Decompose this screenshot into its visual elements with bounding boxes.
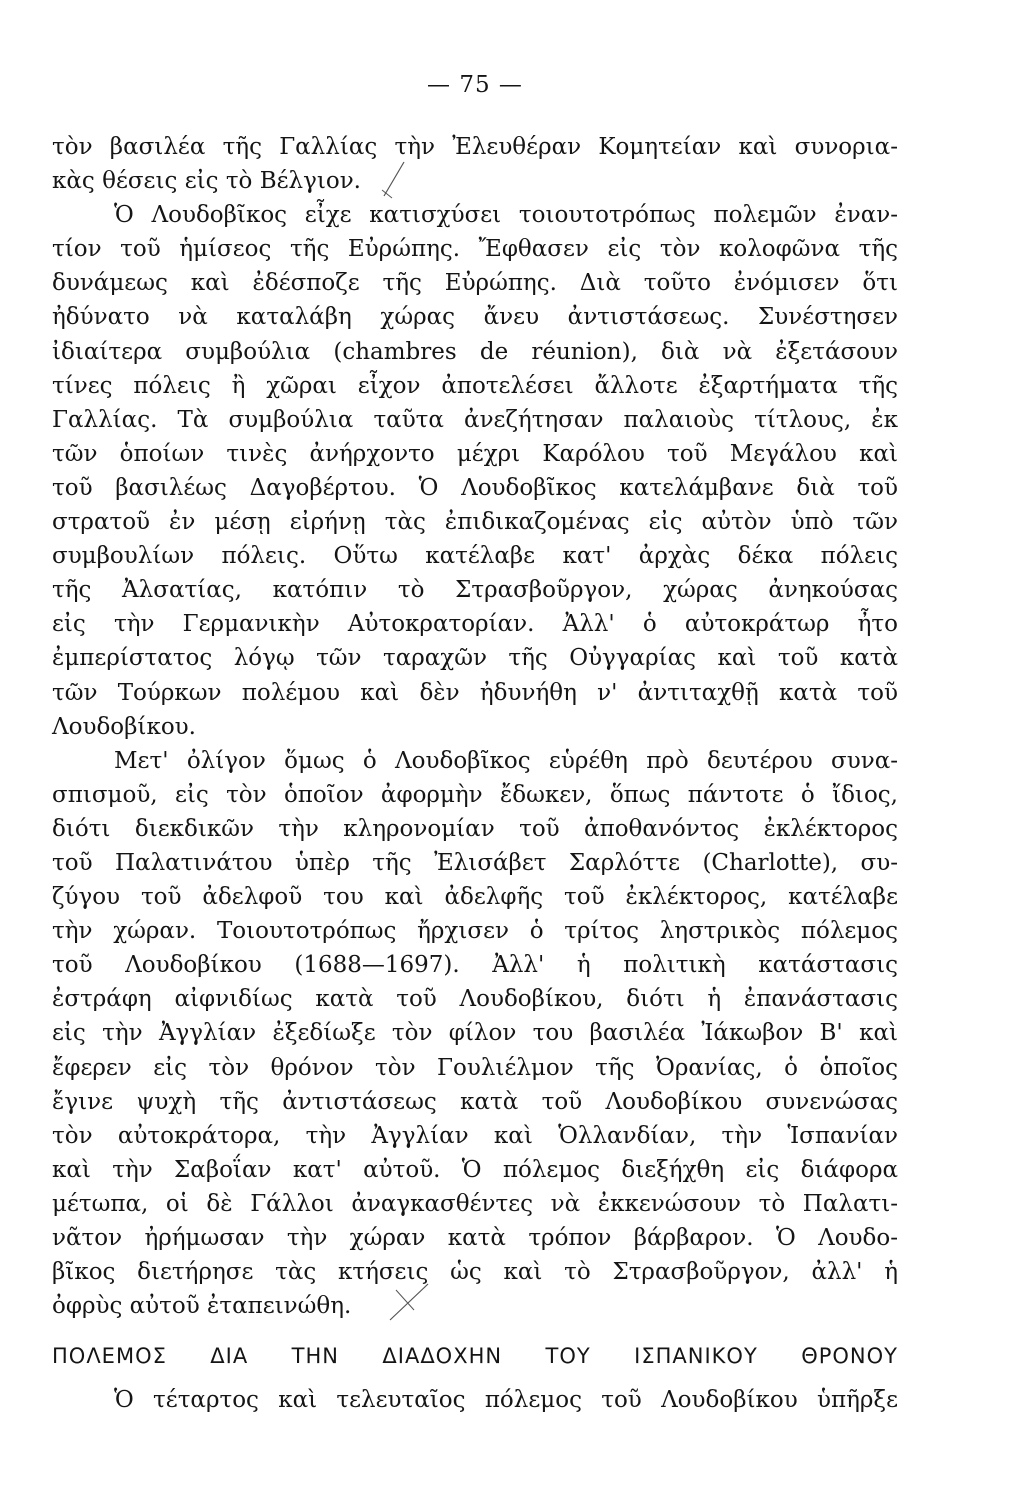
text-line: ἐστράφη αἰφνιδίως κατὰ τοῦ Λουδοβίκου, διότι ἡ ἐπανάστασις <box>52 986 898 1013</box>
text-line: εἰς τὴν Γερμανικὴν Αὐτοκρατορίαν. Ἀλλ' ὁ αὐτοκράτωρ ἦτο <box>52 611 898 638</box>
text-line: συμβουλίων πόλεις. Οὕτω κατέλαβε κατ' ἀρχὰς δέκα πόλεις <box>52 543 898 570</box>
text-line: ἰδιαίτερα συμβούλια (chambres de réunion), διὰ νὰ ἐξετάσουν <box>52 338 898 365</box>
text-line: ἐμπερίστατος λόγῳ τῶν ταραχῶν τῆς Οὐγγαρίας καὶ τοῦ κατὰ <box>52 645 898 672</box>
text-line: τοῦ Παλατινάτου ὑπὲρ τῆς Ἐλισάβετ Σαρλόττε (Charlotte), συ- <box>52 849 898 876</box>
text-line: ἔγινε ψυχὴ τῆς ἀντιστάσεως κατὰ τοῦ Λουδοβίκου συνενώσας <box>52 1088 898 1115</box>
text-line: τὸν αὐτοκράτορα, τὴν Ἀγγλίαν καὶ Ὁλλανδίαν, τὴν Ἱσπανίαν <box>52 1122 898 1149</box>
body-text-continuation <box>52 1383 898 1417</box>
text-line: δυνάμεως καὶ ἐδέσποζε τῆς Εὐρώπης. Διὰ τοῦτο ἐνόμισεν ὅτι <box>52 270 898 297</box>
text-line: ζύγου τοῦ ἀδελφοῦ του καὶ ἀδελφῆς τοῦ ἐκλέκτορος, κατέλαβε <box>52 884 898 911</box>
text-line: βῖκος διετήρησε τὰς κτήσεις ὡς καὶ τὸ Στρασβοῦργον, ἀλλ' ἡ <box>52 1259 898 1286</box>
text-line: διότι διεκδικῶν τὴν κληρονομίαν τοῦ ἀποθανόντος ἐκλέκτορος <box>52 815 898 842</box>
text-line: τῶν Τούρκων πολέμου καὶ δὲν ἠδυνήθη ν' ἀντιταχθῇ κατὰ τοῦ <box>52 679 898 706</box>
text-line: καὶ τὴν Σαβοΐαν κατ' αὐτοῦ. Ὁ πόλεμος διεξήχθη εἰς διάφορα <box>52 1156 898 1183</box>
body-text <box>52 130 898 1323</box>
text-line: εἰς τὴν Ἀγγλίαν ἐξεδίωξε τὸν φίλον του βασιλέα Ἰάκωβον Β' καὶ <box>52 1020 898 1047</box>
text-line: Λουδοβίκου. <box>52 713 196 740</box>
text-line: τίον τοῦ ἡμίσεος τῆς Εὐρώπης. Ἔφθασεν εἰς τὸν κολοφῶνα τῆς <box>52 236 898 263</box>
text-line: ὀφρὺς αὐτοῦ ἐταπεινώθη. <box>52 1293 352 1320</box>
text-line: τῆς Ἀλσατίας, κατόπιν τὸ Στρασβοῦργον, χώρας ἀνηκούσας <box>52 577 898 604</box>
text-line: μέτωπα, οἱ δὲ Γάλλοι ἀναγκασθέντες νὰ ἐκκενώσουν τὸ Παλατι- <box>52 1190 898 1217</box>
text-line: στρατοῦ ἐν μέσῃ εἰρήνῃ τὰς ἐπιδικαζομένας εἰς αὐτὸν ὑπὸ τῶν <box>52 509 898 536</box>
page-number: — 75 — <box>427 72 523 98</box>
text-line: τοῦ βασιλέως Δαγοβέρτου. Ὁ Λουδοβῖκος κατελάμβανε διὰ τοῦ <box>52 474 898 501</box>
text-line: τὸν βασιλέα τῆς Γαλλίας τὴν Ἐλευθέραν Κομητείαν καὶ συνορια- <box>52 134 898 160</box>
text-line: Γαλλίας. Τὰ συμβούλια ταῦτα ἀνεζήτησαν παλαιοὺς τίτλους, ἐκ <box>52 406 898 433</box>
text-line: κὰς θέσεις εἰς τὸ Βέλγιον. <box>52 168 361 195</box>
text-line: νᾶτον ἠρήμωσαν τὴν χώραν κατὰ τρόπον βάρβαρον. Ὁ Λουδο- <box>52 1225 898 1251</box>
text-line: Ὁ Λουδοβῖκος εἶχε κατισχύσει τοιουτοτρόπως πολεμῶν ἐναν- <box>114 202 898 229</box>
text-line: ἔφερεν εἰς τὸν θρόνον τὸν Γουλιέλμον τῆς Ὀρανίας, ὁ ὁποῖος <box>52 1054 898 1081</box>
text-line: τῶν ὁποίων τινὲς ἀνήρχοντο μέχρι Καρόλου τοῦ Μεγάλου καὶ <box>52 440 898 467</box>
text-line: τοῦ Λουδοβίκου (1688—1697). Ἀλλ' ἡ πολιτικὴ κατάστασις <box>52 952 898 979</box>
text-line: Μετ' ὀλίγον ὅμως ὁ Λουδοβῖκος εὑρέθη πρὸ δευτέρου συνα- <box>114 747 898 774</box>
text-line: σπισμοῦ, εἰς τὸν ὁποῖον ἀφορμὴν ἔδωκεν, ὅπως πάντοτε ὁ ἴδιος, <box>52 781 898 808</box>
text-line: τὴν χώραν. Τοιουτοτρόπως ἤρχισεν ὁ τρίτος ληστρικὸς πόλεμος <box>52 918 898 945</box>
text-line: ἠδύνατο νὰ καταλάβη χώρας ἄνευ ἀντιστάσεως. Συνέστησεν <box>52 304 898 331</box>
text-line: τίνες πόλεις ἢ χῶραι εἶχον ἀποτελέσει ἄλλοτε ἐξαρτήματα τῆς <box>52 372 898 399</box>
section-heading: ΠΟΛΕΜΟΣ ΔΙΑ ΤΗΝ ΔΙΑΔΟΧΗΝ ΤΟΥ ΙΣΠΑΝΙΚΟΥ ΘΡΟΝΟΥ <box>52 1344 898 1368</box>
text-line: Ὁ τέταρτος καὶ τελευταῖος πόλεμος τοῦ Λουδοβίκου ὑπῆρξε <box>114 1387 898 1413</box>
